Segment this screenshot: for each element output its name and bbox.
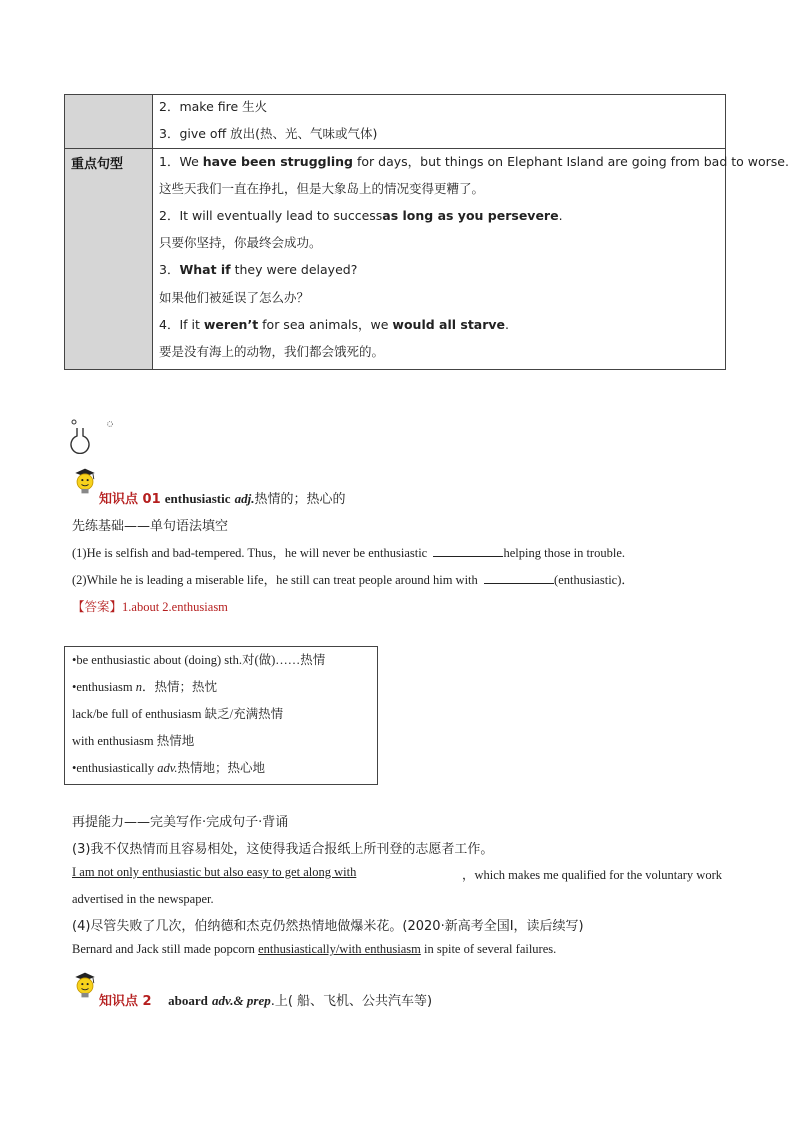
section-label: 重点句型 — [71, 157, 124, 172]
question-3-cn: (3)我不仅热情而且容易相处，这使得我适合报纸上所刊登的志愿者工作。 — [72, 842, 494, 857]
lightbulb-mascot-icon — [70, 466, 100, 496]
sentence-4-en: 4．If it weren’t for sea animals，we would all starve. — [159, 317, 510, 332]
vocab-line-1: •be enthusiastic about (doing) sth.对(做)……热情 — [72, 653, 326, 667]
sentence-1-cn: 这些天我们一直在挣扎，但是大象岛上的情况变得更糟了。 — [159, 181, 485, 196]
sentence-4-cn: 要是没有海上的动物，我们都会饿死的。 — [159, 344, 385, 359]
vocab-line-3: lack/be full of enthusiasm 缺乏/充满热情 — [72, 707, 284, 721]
kp2-title: 知识点 2 aboard adv.& prep.上( 船、飞机、公共汽车等) — [99, 993, 433, 1009]
sentence-1-en: 1．We have been struggling for days，but things on Elephant Island are going from bad to worse. — [159, 154, 789, 169]
kp1-sub2: 再提能力——完美写作·完成句子·背诵 — [72, 815, 289, 830]
question-4-en: Bernard and Jack still made popcorn enthusiastically/with enthusiasm in spite of several failures. — [72, 942, 557, 956]
lightbulb-mascot-icon — [70, 970, 100, 1000]
question-3-en-line2: advertised in the newspaper. — [72, 892, 214, 906]
question-4-cn: (4)尽管失败了几次，伯纳德和杰克仍然热情地做爆米花。(2020·新高考全国Ⅰ，读后续写) — [72, 919, 584, 934]
question-2: (2)While he is leading a miserable life，he still can treat people around him with (enthusiastic)． — [72, 573, 634, 587]
kp1-title: 知识点 01 enthusiastic adj.热情的；热心的 — [99, 491, 346, 507]
vocab-line-4: with enthusiasm 热情地 — [72, 734, 195, 748]
table-row-divider — [65, 148, 725, 149]
sentence-2-en: 2．It will eventually lead to successas long as you persevere. — [159, 208, 563, 223]
blank-2 — [484, 572, 554, 584]
question-1: (1)He is selfish and bad-tempered. Thus，he will never be enthusiastic helping those in trouble. — [72, 546, 625, 560]
sentence-2-cn: 只要你坚持，你最终会成功。 — [159, 235, 322, 250]
question-3-en-line1: I am not only enthusiastic but also easy to get along with ，which makes me qualified for the voluntary work — [72, 865, 722, 882]
sentence-3-cn: 如果他们被延误了怎么办？ — [159, 290, 310, 305]
blank-1 — [433, 545, 503, 557]
table-label-column — [65, 95, 153, 369]
vocab-line-2: •enthusiasm n．热情；热忱 — [72, 679, 218, 694]
answer-line: 【答案】1.about 2.enthusiasm — [72, 599, 228, 614]
flask-icon — [68, 418, 118, 454]
vocab-line-5: •enthusiastically adv.热情地；热心地 — [72, 760, 266, 775]
phrase-row-2: 2．make fire 生火 — [159, 99, 268, 114]
sentence-3-en: 3．What if they were delayed? — [159, 262, 358, 277]
phrase-row-3: 3．give off 放出(热、光、气味或气体) — [159, 126, 378, 141]
kp1-sub1: 先练基础——单句语法填空 — [72, 519, 229, 534]
